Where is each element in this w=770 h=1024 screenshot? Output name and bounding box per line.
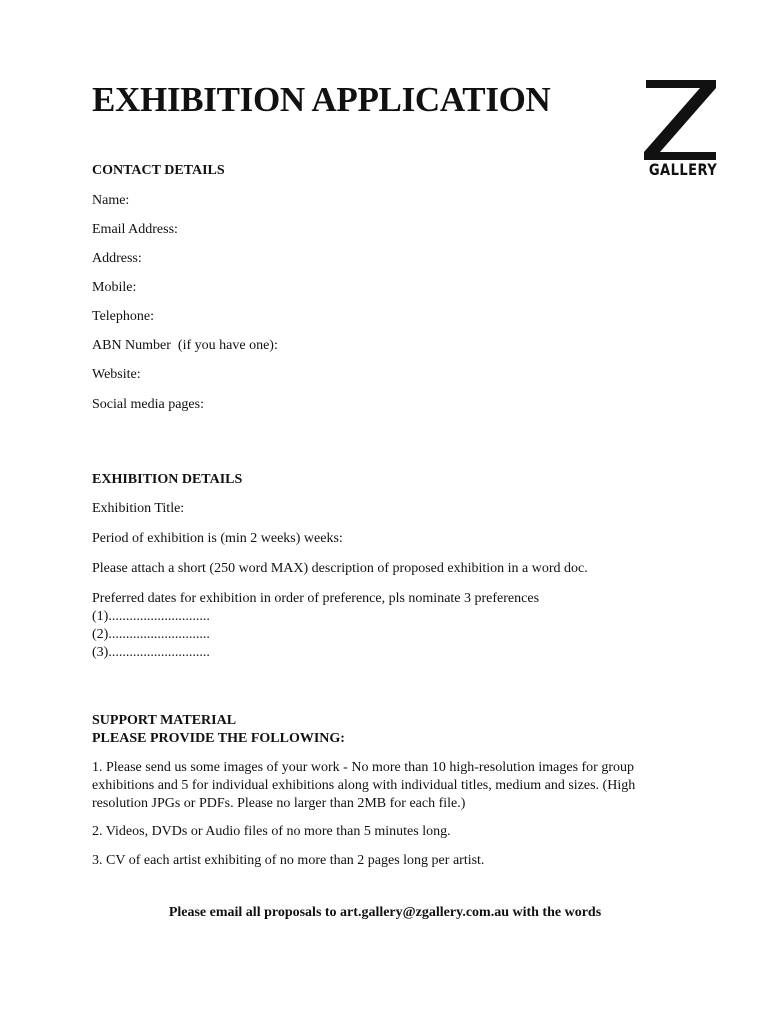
preferred-dates-intro: Preferred dates for exhibition in order of preference, pls nominate 3 preferences (92, 591, 540, 606)
field-address: Address: (92, 251, 142, 266)
field-telephone: Telephone: (92, 309, 154, 324)
support-item-cv: 3. CV of each artist exhibiting of no more than 2 pages long per artist. (92, 853, 485, 868)
field-social-media: Social media pages: (92, 397, 204, 412)
support-heading-line-2: PLEASE PROVIDE THE FOLLOWING: (92, 731, 345, 746)
email-instructions: Please email all proposals to art.gallery@zgallery.com.au with the words (168, 905, 602, 920)
field-email: Email Address: (92, 222, 178, 237)
field-abn: ABN Number (if you have one): (92, 338, 278, 353)
support-heading-line-1: SUPPORT MATERIAL (92, 713, 237, 728)
support-heading (92, 712, 672, 748)
page-title: EXHIBITION APPLICATION (92, 80, 551, 119)
field-mobile: Mobile: (92, 280, 137, 295)
preference-1: (1)............................. (92, 609, 210, 624)
attach-description-note: Please attach a short (250 word MAX) description of proposed exhibition in a word doc. (92, 561, 588, 576)
exhibition-heading: EXHIBITION DETAILS (92, 472, 243, 487)
z-gallery-logo (642, 80, 718, 180)
preferred-dates-block (92, 590, 672, 662)
field-exhibition-title: Exhibition Title: (92, 501, 185, 516)
z-letter-icon (642, 80, 718, 160)
support-item-videos: 2. Videos, DVDs or Audio files of no more than 5 minutes long. (92, 824, 451, 839)
field-exhibition-period: Period of exhibition is (min 2 weeks) weeks: (92, 531, 343, 546)
preference-3: (3)............................. (92, 645, 210, 660)
contact-heading: CONTACT DETAILS (92, 163, 225, 178)
preference-2: (2)............................. (92, 627, 210, 642)
support-item-images: 1. Please send us some images of your work - No more than 10 high-resolution images for group exhibitions and 5 for individual exhibitions along with individual titles, medium and sizes. (High resolution JPGs or PDFs. Please no larger than 2MB for each file.) (92, 760, 636, 811)
logo-wordmark: GALLERY (648, 160, 718, 179)
field-website: Website: (92, 367, 141, 382)
field-name: Name: (92, 193, 130, 208)
